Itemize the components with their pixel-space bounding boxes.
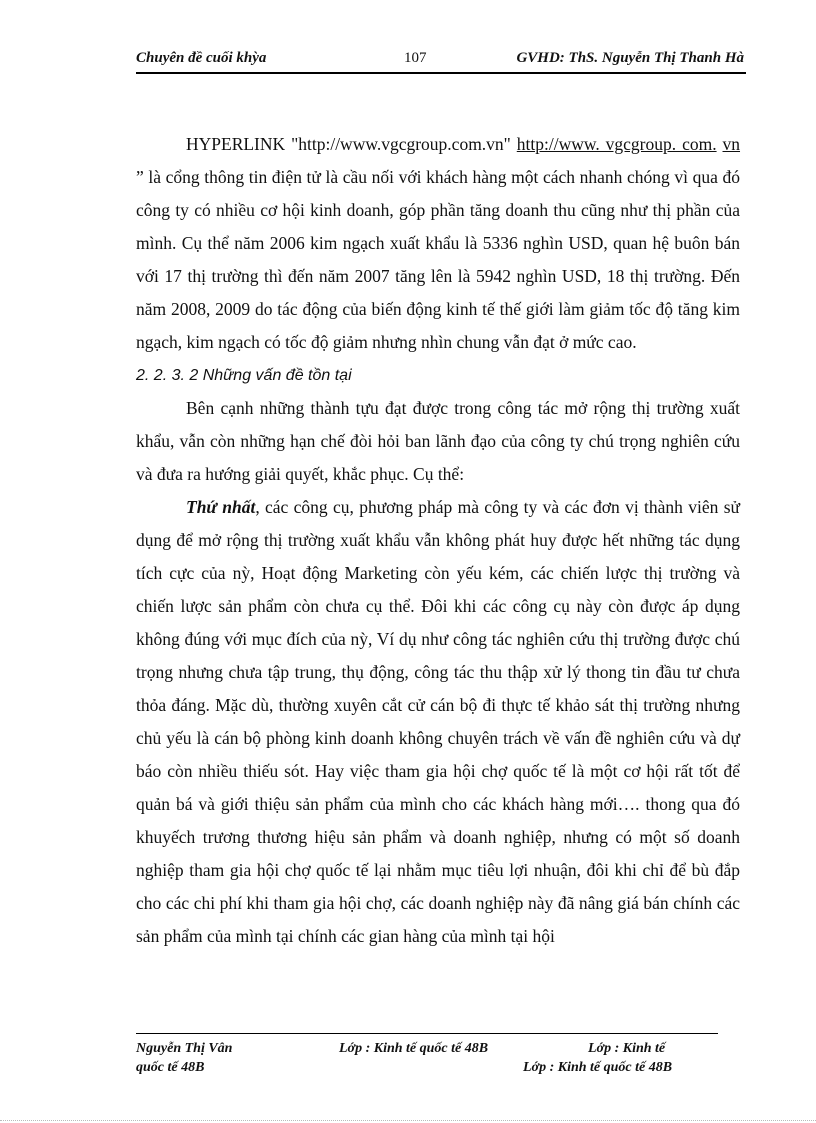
document-body: [136, 128, 740, 953]
paragraph-3: [136, 491, 740, 953]
footer-line2-left: quốc tế 48B: [136, 1060, 205, 1075]
paragraph-1: [136, 128, 740, 359]
page-number: 107: [404, 50, 427, 66]
paragraph-1-text: ” là cổng thông tin điện tử là cầu nối với khách hàng một cách nhanh chóng vì qua đó công ty có nhiều cơ hội kinh doanh, góp phần tăng doanh thu cũng như thị phần của mình. Cụ thể năm 2006 kim ngạch xuất khẩu là 5336 nghìn USD, quan hệ buôn bán với 17 thị trường thì đến năm 2007 tăng lên là 5942 nghìn USD, 18 thị trường. Đến năm 2008, 2009 do tác động của biến động kinh tế thế giới làm giảm tốc độ tăng kim ngạch, kim ngạch có tốc độ giảm nhưng nhìn chung vẫn đạt ở mức cao.: [136, 167, 740, 352]
page-bottom-border: [0, 1120, 816, 1121]
header-title: Chuyên đề cuối khỳa: [136, 50, 267, 66]
paragraph-3-lead: Thứ nhất: [186, 497, 256, 517]
footer-line2-right: Lớp : Kinh tế quốc tế 48B: [523, 1060, 673, 1075]
website-link[interactable]: http://www. vgcgroup. com.: [516, 134, 717, 154]
footer-class-repeat: Lớp : Kinh tế: [588, 1041, 666, 1056]
header-supervisor: GVHD: ThS. Nguyễn Thị Thanh Hà: [516, 50, 744, 66]
paragraph-2: Bên cạnh những thành tựu đạt được trong công tác mở rộng thị trường xuất khẩu, vẫn còn những hạn chế đòi hỏi ban lãnh đạo của công ty chú trọng nghiên cứu và đưa ra hướng giải quyết, khắc phục. Cụ thể:: [136, 398, 740, 484]
hyperlink-field-code: HYPERLINK "http://www.vgcgroup.com.vn": [186, 134, 511, 154]
website-link-tail[interactable]: vn: [722, 134, 741, 154]
footer-class: Lớp : Kinh tế quốc tế 48B: [339, 1041, 489, 1056]
page-header: [136, 47, 744, 71]
footer-author: Nguyễn Thị Vân: [136, 1041, 233, 1056]
footer-rule: [136, 1033, 718, 1034]
paragraph-3-text: , các công cụ, phương pháp mà công ty và các đơn vị thành viên sử dụng để mở rộng thị trường xuất khẩu vẫn không phát huy được hết những tác dụng tích cực của nỳ, Hoạt động Marketing còn yếu kém, các chiến lược thị trường và chiến lược sản phẩm còn chưa cụ thể. Đôi khi các công cụ này còn được áp dụng không đúng với mục đích của nỳ, Ví dụ như công tác nghiên cứu thị trường được chú trọng nhưng chưa tập trung, thụ động, công tác thu thập xử lý thong tin đầu tư chưa thỏa đáng. Mặc dù, thường xuyên cắt cử cán bộ đi thực tế khảo sát thị trường nhưng chủ yếu là cán bộ phòng kinh doanh không chuyên trách về vấn đề nghiên cứu và dự báo còn nhiều thiếu sót. Hay việc tham gia hội chợ quốc tế là một cơ hội rất tốt để quản bá và giới thiệu sản phẩm của mình cho các khách hàng mới…. thong qua đó khuyếch trương thương hiệu sản phẩm và doanh nghiệp, nhưng có một số doanh nghiệp tham gia hội chợ quốc tế lại nhằm mục tiêu lợi nhuận, đôi khi chỉ để bù đắp cho các chi phí khi tham gia hội chợ, các doanh nghiệp này đã nâng giá bán chính các sản phẩm của mình tại chính các gian hàng của mình tại hội: [136, 497, 741, 946]
header-rule: [136, 72, 746, 74]
section-heading: 2. 2. 3. 2 Những vấn đề tồn tại: [136, 367, 352, 384]
